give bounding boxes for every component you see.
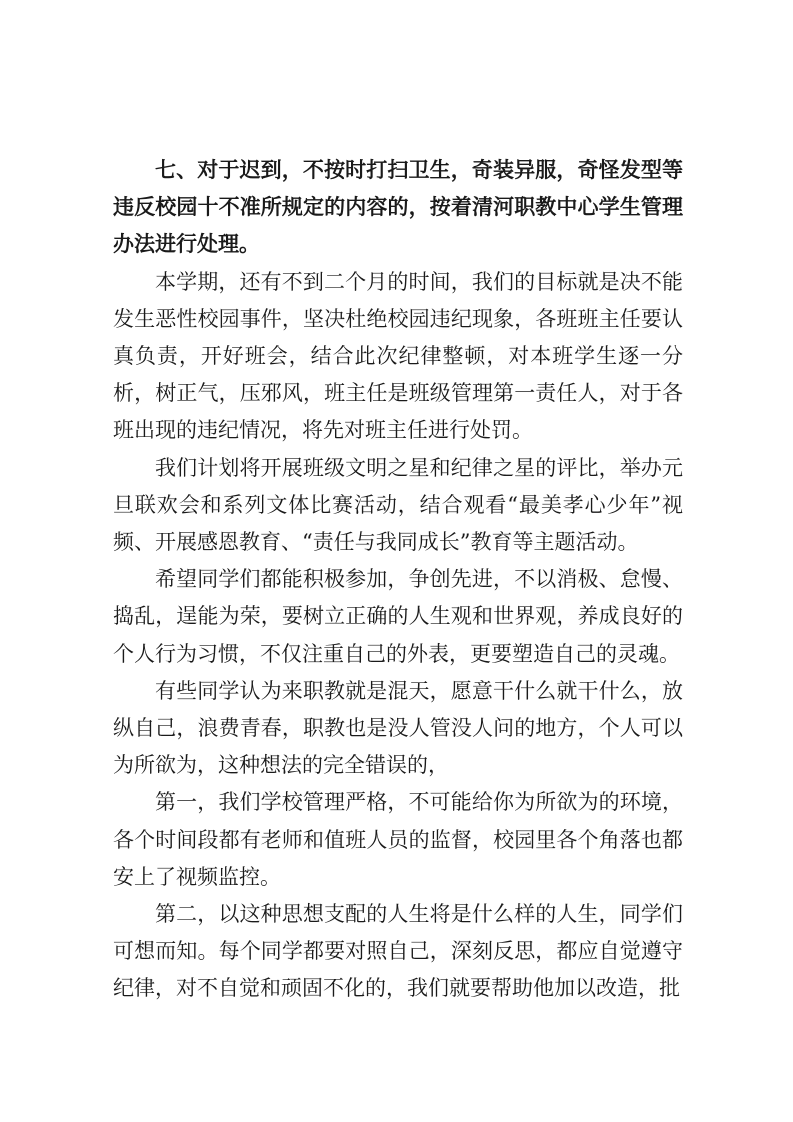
paragraph-hope: 希望同学们都能积极参加，争创先进，不以消极、怠慢、捣乱，逞能为荣，要树立正确的人生观和世界观，养成良好的个人行为习惯，不仅注重自己的外表，更要塑造自己的灵魂。 [113, 567, 683, 666]
paragraph-point-one: 第一，我们学校管理严格，不可能给你为所欲为的环境，各个时间段都有老师和值班人员的监督，校园里各个角落也都安上了视频监控。 [113, 790, 683, 889]
paragraph-semester-goal: 本学期，还有不到二个月的时间，我们的目标就是决不能发生恶性校园事件，坚决杜绝校园违纪现象，各班班主任要认真负责，开好班会，结合此次纪律整顿，对本班学生逐一分析，树正气，压邪风，班主任是班级管理第一责任人，对于各班出现的违纪情况，将先对班主任进行处罚。 [113, 269, 683, 443]
paragraph-rule-seven: 七、对于迟到，不按时打扫卫生，奇装异服，奇怪发型等违反校园十不准所规定的内容的，按着清河职教中心学生管理办法进行处理。 [113, 158, 683, 257]
paragraph-point-two: 第二，以这种思想支配的人生将是什么样的人生，同学们可想而知。每个同学都要对照自己，深刻反思，都应自觉遵守纪律，对不自觉和顽固不化的，我们就要帮助他加以改造，批 [113, 902, 683, 1001]
document-body [113, 152, 683, 1008]
paragraph-activity-plan: 我们计划将开展班级文明之星和纪律之星的评比，举办元旦联欢会和系列文体比赛活动，结合观看“最美孝心少年”视频、开展感恩教育、“责任与我同成长”教育等主题活动。 [113, 455, 683, 555]
paragraph-misconception: 有些同学认为来职教就是混天，愿意干什么就干什么，放纵自己，浪费青春，职教也是没人管没人问的地方，个人可以为所欲为，这种想法的完全错误的， [113, 678, 683, 778]
